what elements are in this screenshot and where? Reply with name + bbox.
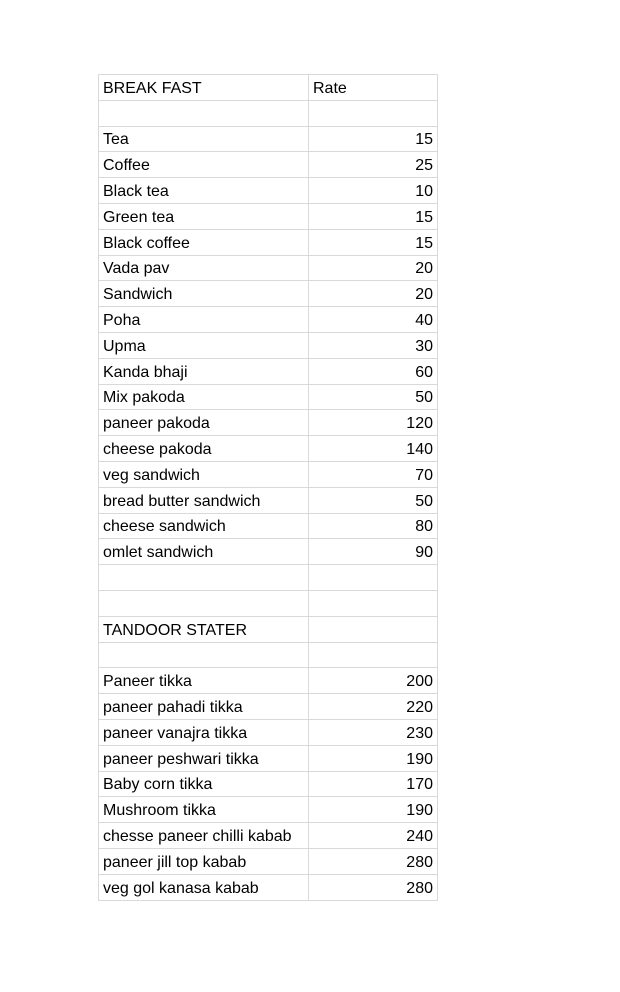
rate-cell[interactable]: 25 [309, 152, 438, 178]
item-cell[interactable]: Vada pav [99, 255, 309, 281]
rate-cell[interactable]: 280 [309, 874, 438, 900]
item-cell[interactable]: Baby corn tikka [99, 771, 309, 797]
rate-cell[interactable]: 70 [309, 461, 438, 487]
breakfast-row [99, 229, 438, 255]
breakfast-row [99, 358, 438, 384]
rate-cell[interactable] [309, 565, 438, 591]
rate-cell[interactable]: 80 [309, 513, 438, 539]
item-cell[interactable]: cheese sandwich [99, 513, 309, 539]
tandoor-row [99, 771, 438, 797]
breakfast-row [99, 436, 438, 462]
breakfast-row [99, 203, 438, 229]
rate-cell[interactable]: 30 [309, 332, 438, 358]
rate-cell[interactable]: 15 [309, 203, 438, 229]
item-cell[interactable]: Coffee [99, 152, 309, 178]
tandoor-row [99, 719, 438, 745]
empty-row [99, 565, 438, 591]
tandoor-row [99, 797, 438, 823]
breakfast-row [99, 281, 438, 307]
item-cell[interactable]: TANDOOR STATER [99, 616, 309, 642]
breakfast-row [99, 513, 438, 539]
item-cell[interactable]: Green tea [99, 203, 309, 229]
rate-cell[interactable]: 90 [309, 539, 438, 565]
breakfast-row [99, 384, 438, 410]
menu-sheet [98, 74, 438, 901]
rate-cell[interactable]: 240 [309, 823, 438, 849]
item-cell[interactable] [99, 565, 309, 591]
breakfast-row [99, 307, 438, 333]
item-cell[interactable]: Upma [99, 332, 309, 358]
rate-cell[interactable] [309, 616, 438, 642]
tandoor-row [99, 823, 438, 849]
tandoor-row [99, 668, 438, 694]
rate-cell[interactable]: 60 [309, 358, 438, 384]
rate-cell[interactable] [309, 590, 438, 616]
breakfast-row [99, 126, 438, 152]
item-cell[interactable] [99, 642, 309, 668]
breakfast-row [99, 461, 438, 487]
rate-cell[interactable]: 190 [309, 797, 438, 823]
item-cell[interactable]: Sandwich [99, 281, 309, 307]
item-cell[interactable]: Tea [99, 126, 309, 152]
rate-cell[interactable]: 20 [309, 281, 438, 307]
rate-cell[interactable]: 50 [309, 384, 438, 410]
item-cell[interactable]: omlet sandwich [99, 539, 309, 565]
rate-cell[interactable]: 15 [309, 229, 438, 255]
item-cell[interactable]: paneer jill top kabab [99, 848, 309, 874]
breakfast-row [99, 410, 438, 436]
tandoor-row [99, 745, 438, 771]
item-cell[interactable]: veg sandwich [99, 461, 309, 487]
item-cell[interactable]: paneer vanajra tikka [99, 719, 309, 745]
rate-cell[interactable]: 200 [309, 668, 438, 694]
rate-cell[interactable]: 20 [309, 255, 438, 281]
breakfast-row [99, 332, 438, 358]
item-cell[interactable]: paneer peshwari tikka [99, 745, 309, 771]
header-item-cell[interactable]: BREAK FAST [99, 75, 309, 101]
sheet-body [99, 75, 438, 901]
section-title-row [99, 616, 438, 642]
header-row [99, 75, 438, 101]
breakfast-row [99, 255, 438, 281]
item-cell[interactable] [99, 100, 309, 126]
rate-cell[interactable]: 140 [309, 436, 438, 462]
rate-cell[interactable] [309, 100, 438, 126]
item-cell[interactable]: paneer pakoda [99, 410, 309, 436]
rate-cell[interactable]: 15 [309, 126, 438, 152]
breakfast-row [99, 152, 438, 178]
item-cell[interactable]: chesse paneer chilli kabab [99, 823, 309, 849]
rate-cell[interactable]: 280 [309, 848, 438, 874]
empty-row [99, 590, 438, 616]
breakfast-row [99, 178, 438, 204]
rate-cell[interactable]: 120 [309, 410, 438, 436]
item-cell[interactable] [99, 590, 309, 616]
item-cell[interactable]: Paneer tikka [99, 668, 309, 694]
empty-row [99, 642, 438, 668]
item-cell[interactable]: Mushroom tikka [99, 797, 309, 823]
rate-cell[interactable]: 190 [309, 745, 438, 771]
breakfast-row [99, 539, 438, 565]
item-cell[interactable]: bread butter sandwich [99, 487, 309, 513]
rate-cell[interactable]: 10 [309, 178, 438, 204]
item-cell[interactable]: Black tea [99, 178, 309, 204]
breakfast-row [99, 487, 438, 513]
tandoor-row [99, 848, 438, 874]
rate-cell[interactable]: 170 [309, 771, 438, 797]
item-cell[interactable]: Black coffee [99, 229, 309, 255]
header-rate-cell[interactable]: Rate [309, 75, 438, 101]
rate-cell[interactable]: 220 [309, 694, 438, 720]
empty-row [99, 100, 438, 126]
item-cell[interactable]: Poha [99, 307, 309, 333]
item-cell[interactable]: cheese pakoda [99, 436, 309, 462]
tandoor-row [99, 694, 438, 720]
rate-cell[interactable]: 40 [309, 307, 438, 333]
item-cell[interactable]: Kanda bhaji [99, 358, 309, 384]
rate-cell[interactable]: 50 [309, 487, 438, 513]
rate-cell[interactable]: 230 [309, 719, 438, 745]
item-cell[interactable]: Mix pakoda [99, 384, 309, 410]
item-cell[interactable]: veg gol kanasa kabab [99, 874, 309, 900]
rate-cell[interactable] [309, 642, 438, 668]
item-cell[interactable]: paneer pahadi tikka [99, 694, 309, 720]
tandoor-row [99, 874, 438, 900]
